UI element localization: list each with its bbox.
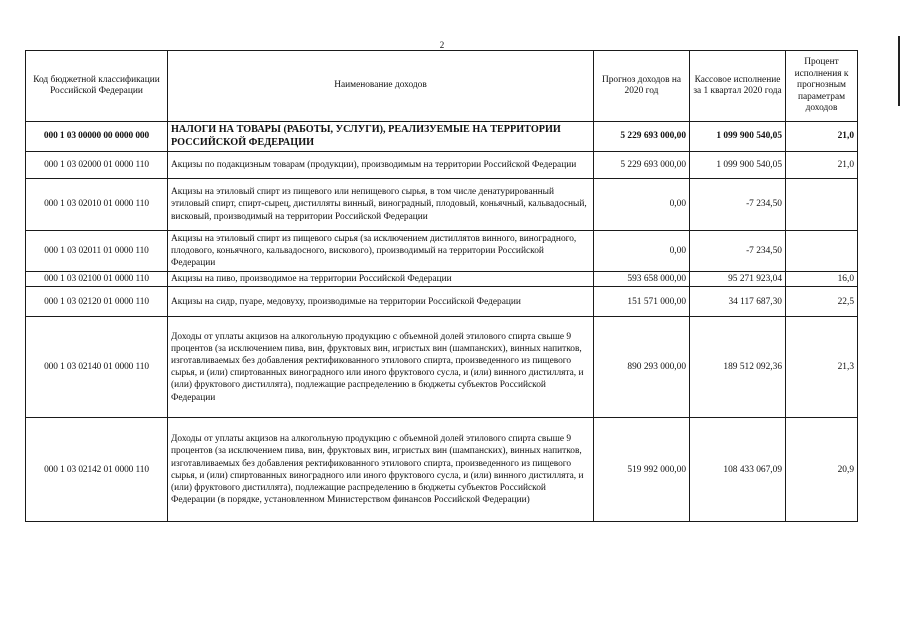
row-execution: 189 512 092,36 xyxy=(690,317,786,418)
row-code: 000 1 03 00000 00 0000 000 xyxy=(26,122,168,152)
row-execution: 1 099 900 540,05 xyxy=(690,122,786,152)
row-code: 000 1 03 02100 01 0000 110 xyxy=(26,272,168,287)
scan-edge-mark xyxy=(898,36,900,106)
row-forecast: 890 293 000,00 xyxy=(594,317,690,418)
row-name: Акцизы на сидр, пуаре, медовуху, производимые на территории Российской Федерации xyxy=(168,287,594,317)
row-execution: 1 099 900 540,05 xyxy=(690,152,786,179)
revenue-table xyxy=(25,50,858,522)
row-execution: 108 433 067,09 xyxy=(690,418,786,522)
table-row xyxy=(26,317,858,418)
table-header-row xyxy=(26,51,858,122)
row-forecast: 5 229 693 000,00 xyxy=(594,122,690,152)
header-forecast: Прогноз доходов на 2020 год xyxy=(594,51,690,122)
row-code: 000 1 03 02120 01 0000 110 xyxy=(26,287,168,317)
header-name: Наименование доходов xyxy=(168,51,594,122)
row-execution: -7 234,50 xyxy=(690,231,786,272)
table-row xyxy=(26,152,858,179)
table-row xyxy=(26,272,858,287)
header-percent: Процент исполнения к прогнозным параметрам доходов xyxy=(786,51,858,122)
row-percent xyxy=(786,231,858,272)
row-code: 000 1 03 02000 01 0000 110 xyxy=(26,152,168,179)
header-execution: Кассовое исполнение за 1 квартал 2020 года xyxy=(690,51,786,122)
row-percent: 21,3 xyxy=(786,317,858,418)
row-name: Акцизы на этиловый спирт из пищевого сырья (за исключением дистиллятов винного, виноградного, плодового, коньячного, кальвадосного, вискового), производимый на территории Российской Федерации xyxy=(168,231,594,272)
row-percent: 22,5 xyxy=(786,287,858,317)
row-code: 000 1 03 02011 01 0000 110 xyxy=(26,231,168,272)
row-execution: 95 271 923,04 xyxy=(690,272,786,287)
row-percent: 21,0 xyxy=(786,122,858,152)
row-percent: 16,0 xyxy=(786,272,858,287)
row-forecast: 0,00 xyxy=(594,231,690,272)
header-code: Код бюджетной классификации Российской Федерации xyxy=(26,51,168,122)
row-code: 000 1 03 02010 01 0000 110 xyxy=(26,179,168,231)
row-forecast: 519 992 000,00 xyxy=(594,418,690,522)
row-forecast: 0,00 xyxy=(594,179,690,231)
row-code: 000 1 03 02142 01 0000 110 xyxy=(26,418,168,522)
row-name: Доходы от уплаты акцизов на алкогольную продукцию с объемной долей этилового спирта свыше 9 процентов (за исключением пива, вин, фруктовых вин, игристых вин (шампанских), винных напитков, изготавливаемых без добавления ректификованного этилового спирта, произведенного из пищевого сырья, и (или) спиртованных виноградного или иного фруктового сусла, и (или) винного дистиллята, и (или) фруктового дистиллята), подлежащие распределению в бюджеты субъектов Российской Федерации xyxy=(168,317,594,418)
row-name: Акцизы на пиво, производимое на территории Российской Федерации xyxy=(168,272,594,287)
row-name: Акцизы по подакцизным товарам (продукции), производимым на территории Российской Федерации xyxy=(168,152,594,179)
row-percent: 20,9 xyxy=(786,418,858,522)
row-forecast: 151 571 000,00 xyxy=(594,287,690,317)
row-execution: -7 234,50 xyxy=(690,179,786,231)
row-percent xyxy=(786,179,858,231)
table-row xyxy=(26,179,858,231)
table-row xyxy=(26,122,858,152)
row-percent: 21,0 xyxy=(786,152,858,179)
table-row xyxy=(26,231,858,272)
page-number: 2 xyxy=(439,40,445,50)
row-name: НАЛОГИ НА ТОВАРЫ (РАБОТЫ, УСЛУГИ), РЕАЛИЗУЕМЫЕ НА ТЕРРИТОРИИ РОССИЙСКОЙ ФЕДЕРАЦИИ xyxy=(168,122,594,152)
row-forecast: 593 658 000,00 xyxy=(594,272,690,287)
row-name: Акцизы на этиловый спирт из пищевого или непищевого сырья, в том числе денатурированный этиловый спирт, спирт-сырец, дистилляты винный, виноградный, плодовый, коньячный, кальвадосный, висковый, производимый на территории Российской Федерации xyxy=(168,179,594,231)
row-forecast: 5 229 693 000,00 xyxy=(594,152,690,179)
table-row xyxy=(26,287,858,317)
row-execution: 34 117 687,30 xyxy=(690,287,786,317)
row-name: Доходы от уплаты акцизов на алкогольную продукцию с объемной долей этилового спирта свыше 9 процентов (за исключением пива, вин, фруктовых вин, игристых вин (шампанских), винных напитков, изготавливаемых без добавления ректификованного этилового спирта, произведенного из пищевого сырья, и (или) спиртованных виноградного или иного фруктового сусла, и (или) винного дистиллята, и (или) фруктового дистиллята), подлежащие распределению в бюджеты субъектов Российской Федерации (в порядке, установленном Министерством финансов Российской Федерации) xyxy=(168,418,594,522)
table-row xyxy=(26,418,858,522)
row-code: 000 1 03 02140 01 0000 110 xyxy=(26,317,168,418)
